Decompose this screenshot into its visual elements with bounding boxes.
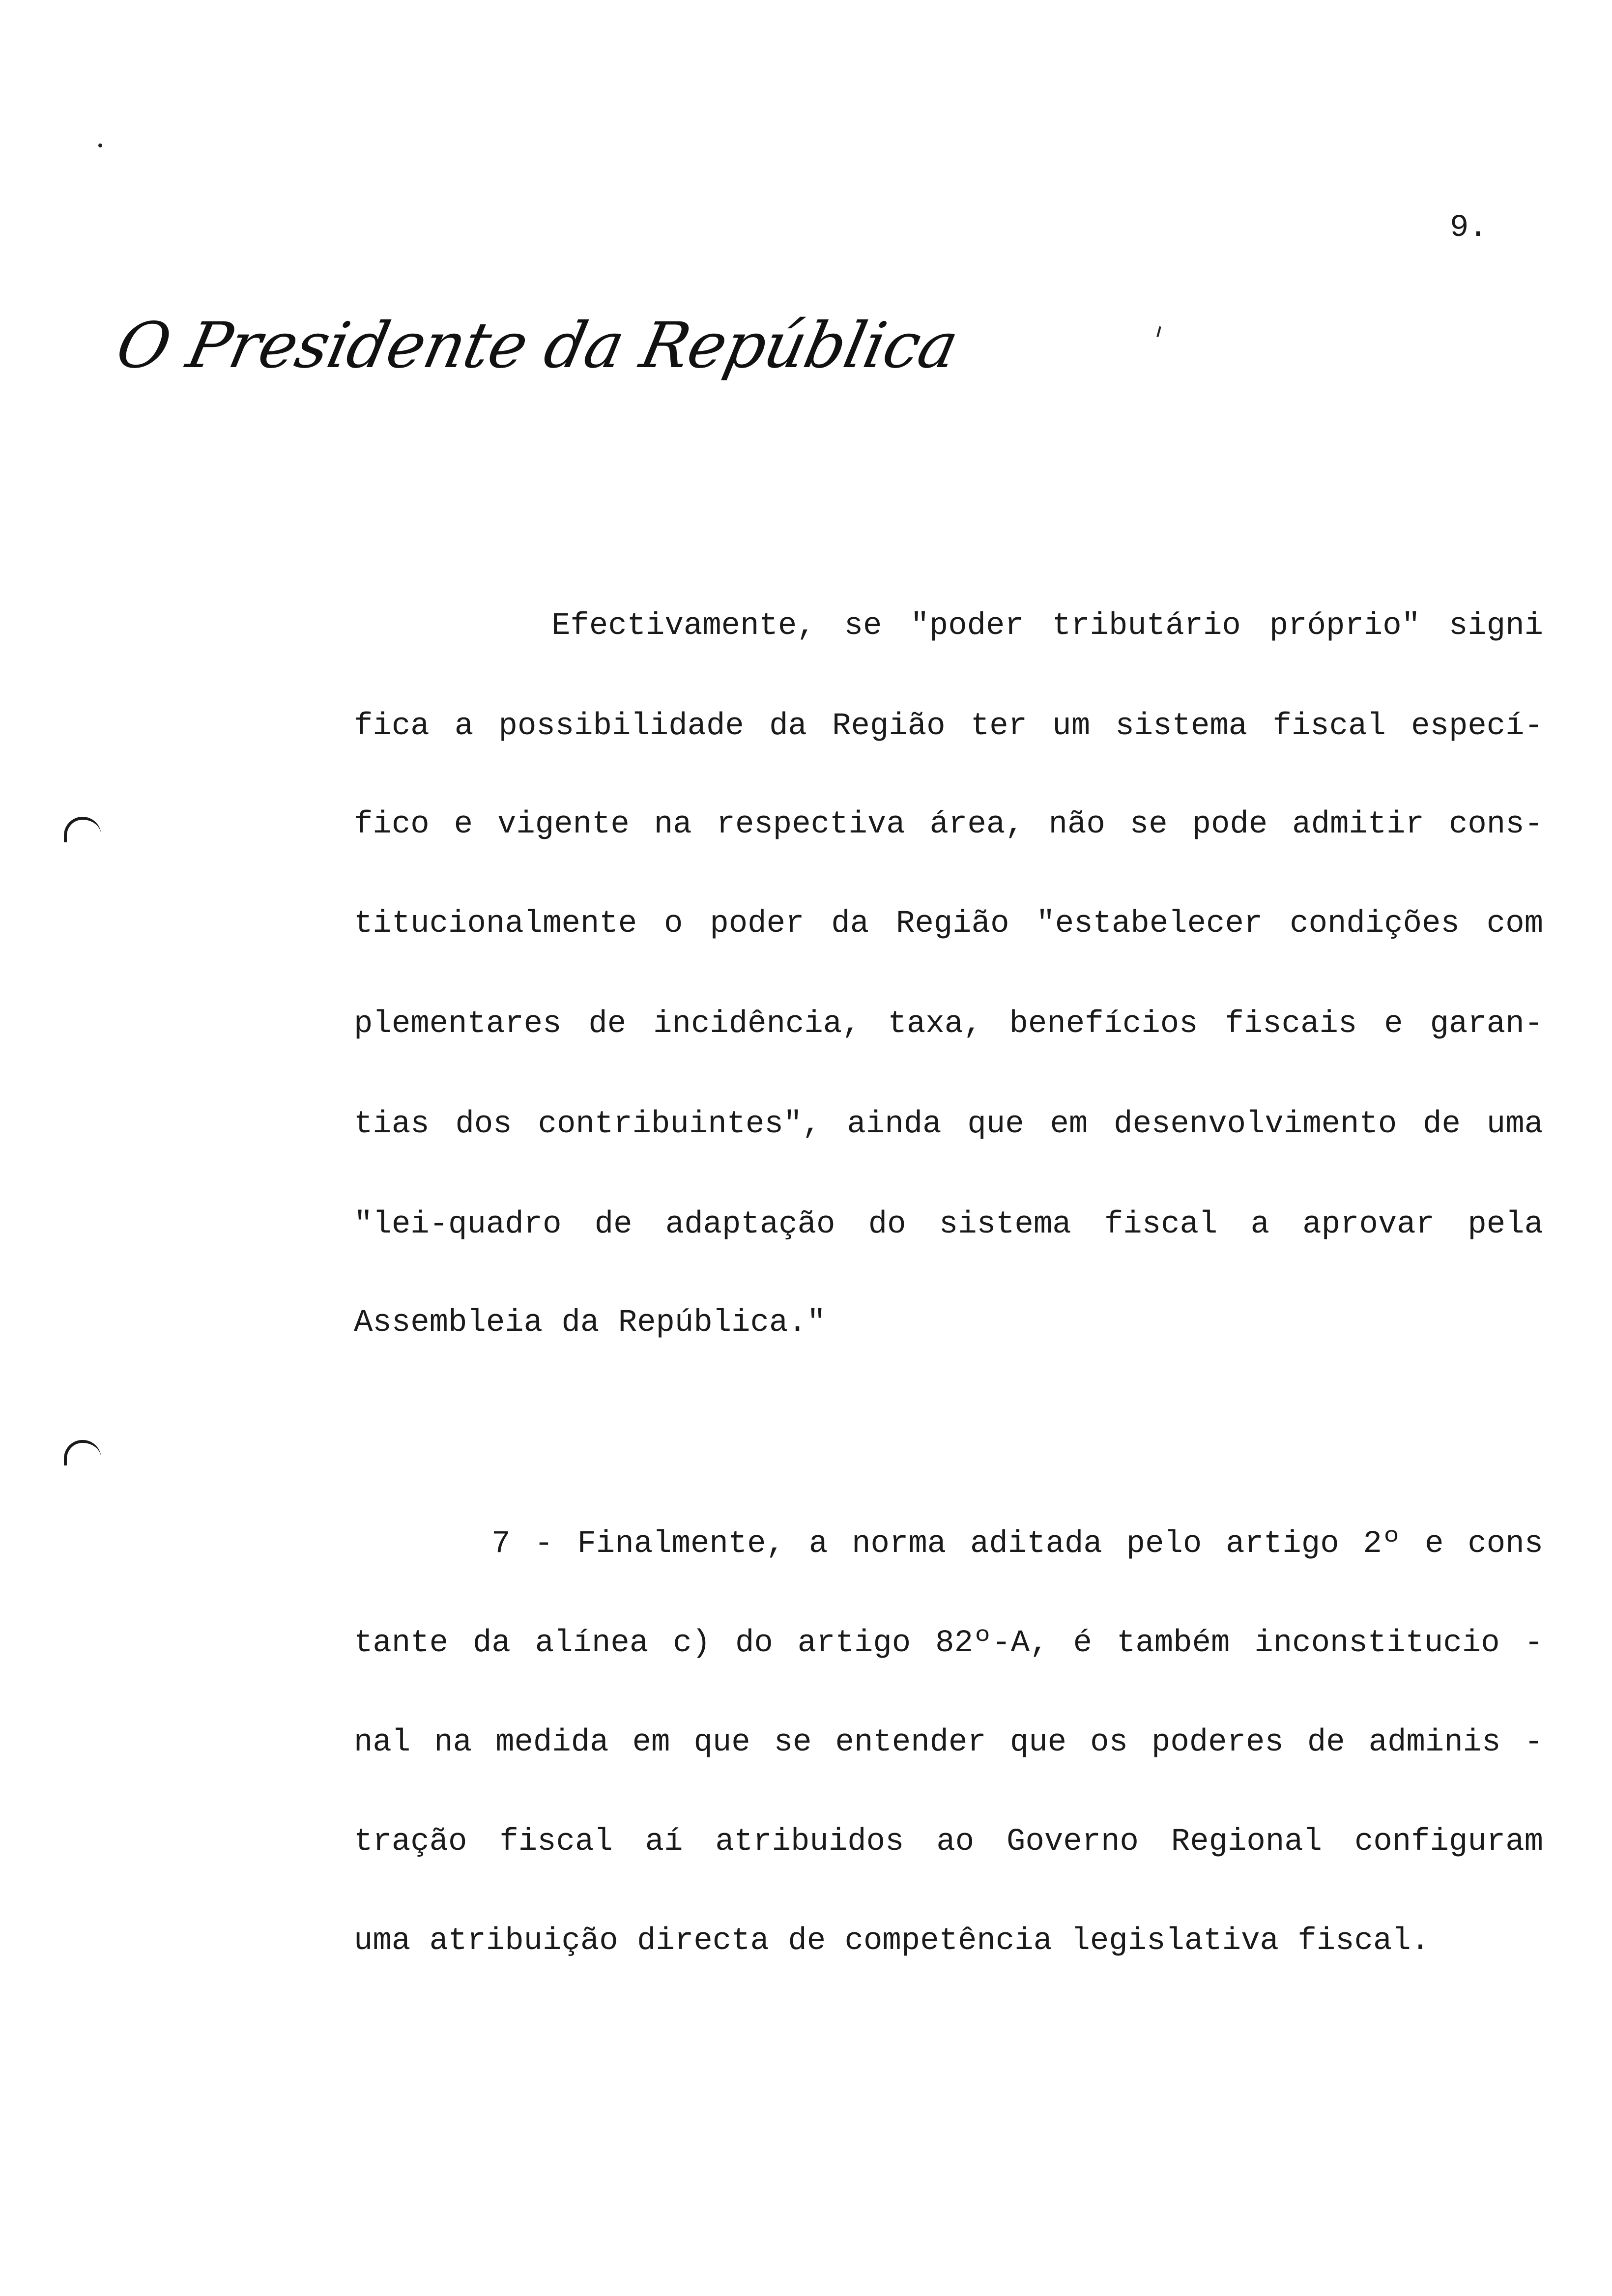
paragraph-line: tias dos contribuintes", ainda que em desenvolvimento de uma <box>354 1107 1543 1142</box>
paragraph-line: Efectivamente, se "poder tributário próprio" signi <box>551 608 1543 644</box>
punch-hole-mark <box>64 817 101 842</box>
paragraph-line: fico e vigente na respectiva área, não se pode admitir cons- <box>354 807 1543 842</box>
paragraph-line: plementares de incidência, taxa, benefícios fiscais e garan- <box>354 1006 1543 1042</box>
punch-hole-mark <box>64 1440 101 1465</box>
scan-speck <box>1156 326 1161 337</box>
letterhead-title: O Presidente da República <box>110 309 964 382</box>
paragraph-line: titucionalmente o poder da Região "estabelecer condições com <box>354 906 1543 942</box>
scan-speck <box>98 144 102 147</box>
paragraph-line: 7 - Finalmente, a norma aditada pelo artigo 2º e cons <box>491 1526 1543 1562</box>
paragraph-line: Assembleia da República." <box>354 1305 826 1341</box>
paragraph-line: uma atribuição directa de competência legislativa fiscal. <box>354 1923 1430 1959</box>
page-number: 9. <box>1450 210 1488 246</box>
paragraph-line: "lei-quadro de adaptação do sistema fiscal a aprovar pela <box>354 1207 1543 1242</box>
paragraph-line: nal na medida em que se entender que os poderes de adminis - <box>354 1725 1543 1760</box>
paragraph-line: fica a possibilidade da Região ter um sistema fiscal especí- <box>354 709 1543 744</box>
paragraph-line: tração fiscal aí atribuidos ao Governo Regional configuram <box>354 1824 1543 1860</box>
paragraph-line: tante da alínea c) do artigo 82º-A, é também inconstitucio - <box>354 1626 1543 1661</box>
